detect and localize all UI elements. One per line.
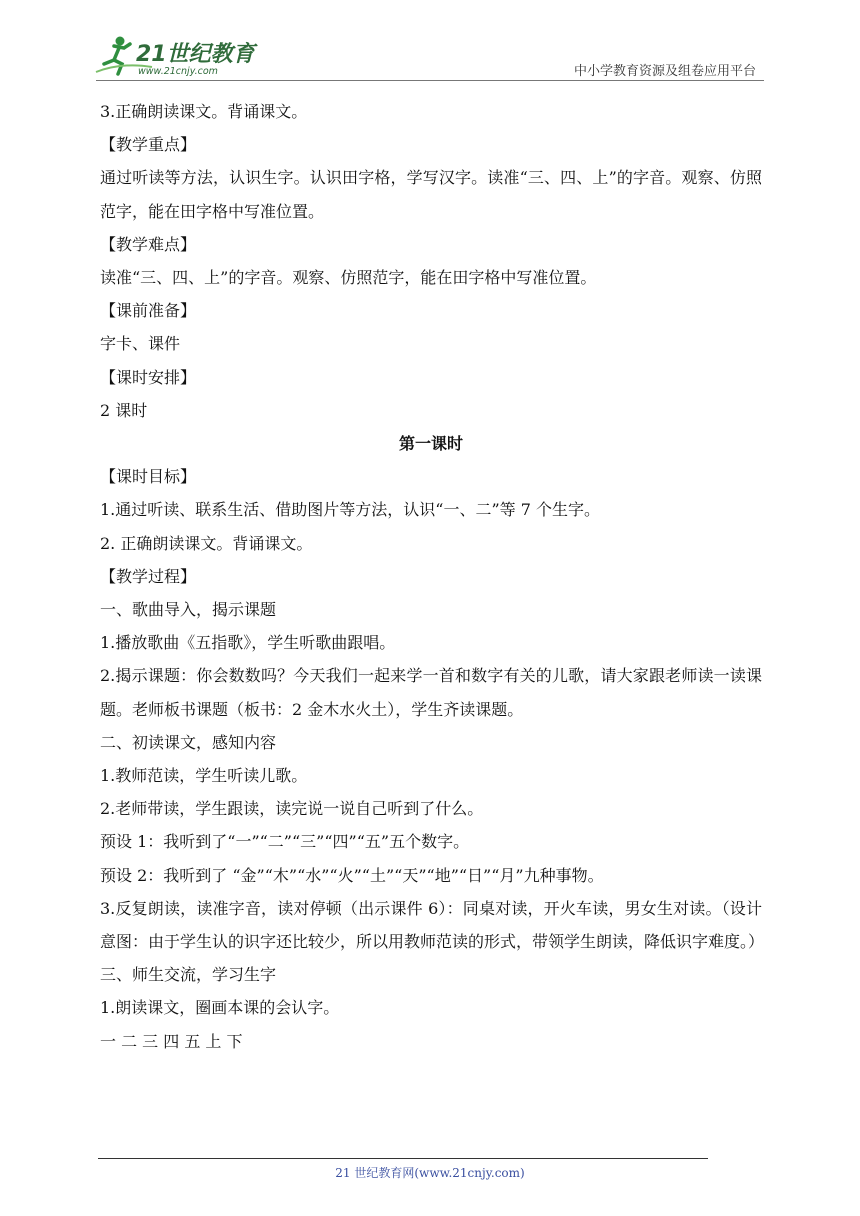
paragraph: 三、师生交流，学习生字 xyxy=(100,965,277,985)
section-heading: 【课时目标】 xyxy=(100,467,197,487)
paragraph: 一、歌曲导入，揭示课题 xyxy=(100,600,277,620)
logo-text: 21世纪教育 xyxy=(136,42,255,67)
paragraph: 1.朗读课文，圈画本课的会认字。 xyxy=(100,998,340,1018)
page-footer: 21 世纪教育网(www.21cnjy.com) xyxy=(335,1166,525,1180)
document-body xyxy=(100,95,765,1058)
paragraph: 3.反复朗读，读准字音，读对停顿（出示课件 6）：同桌对读，开火车读，男女生对读。（设计意图：由于学生认的识字还比较少，所以用教师范读的形式，带领学生朗读，降低识字难度。） xyxy=(100,898,765,952)
section-heading: 【教学过程】 xyxy=(100,566,197,586)
character-list: 一 二 三 四 五 上 下 xyxy=(100,1031,243,1051)
paragraph: 二、初读课文，感知内容 xyxy=(100,732,277,752)
runner-logo-icon xyxy=(92,34,272,78)
platform-name: 中小学教育资源及组卷应用平台 xyxy=(573,64,756,79)
paragraph: 预设 1：我听到了“一”“二”“三”“四”“五”五个数字。 xyxy=(100,832,470,852)
paragraph: 字卡、课件 xyxy=(100,334,181,354)
paragraph: 2.老师带读，学生跟读，读完说一说自己听到了什么。 xyxy=(100,799,484,819)
header-divider xyxy=(96,80,764,81)
section-heading: 【课时安排】 xyxy=(100,367,197,387)
paragraph: 3.正确朗读课文。背诵课文。 xyxy=(100,102,308,121)
paragraph: 2. 正确朗读课文。背诵课文。 xyxy=(100,533,313,553)
logo xyxy=(92,34,272,78)
paragraph: 1.播放歌曲《五指歌》，学生听歌曲跟唱。 xyxy=(100,633,396,653)
page-header xyxy=(0,0,860,84)
logo-url: www.21cnjy.com xyxy=(138,66,218,77)
paragraph: 读准“三、四、上”的字音。观察、仿照范字，能在田字格中写准位置。 xyxy=(100,268,597,288)
paragraph: 1.教师范读，学生听读儿歌。 xyxy=(100,766,308,786)
paragraph: 1.通过听读、联系生活、借助图片等方法，认识“一、二”等 7 个生字。 xyxy=(100,500,600,520)
section-heading: 【教学难点】 xyxy=(100,234,197,254)
lesson-title: 第一课时 xyxy=(398,434,463,454)
section-heading: 【教学重点】 xyxy=(100,135,197,155)
paragraph: 通过听读等方法，认识生字。认识田字格，学写汉字。读准“三、四、上”的字音。观察、仿照范字，能在田字格中写准位置。 xyxy=(100,168,762,221)
paragraph: 预设 2：我听到了 “金”“木”“水”“火”“土”“天”“地”“日”“月”九种事物。 xyxy=(100,865,604,885)
footer-divider xyxy=(98,1158,708,1159)
paragraph: 2 课时 xyxy=(100,400,148,420)
section-heading: 【课前准备】 xyxy=(100,301,197,321)
paragraph: 2.揭示课题：你会数数吗？今天我们一起来学一首和数字有关的儿歌，请大家跟老师读一读课题。老师板书课题（板书：2 金木水火土），学生齐读课题。 xyxy=(100,666,762,719)
